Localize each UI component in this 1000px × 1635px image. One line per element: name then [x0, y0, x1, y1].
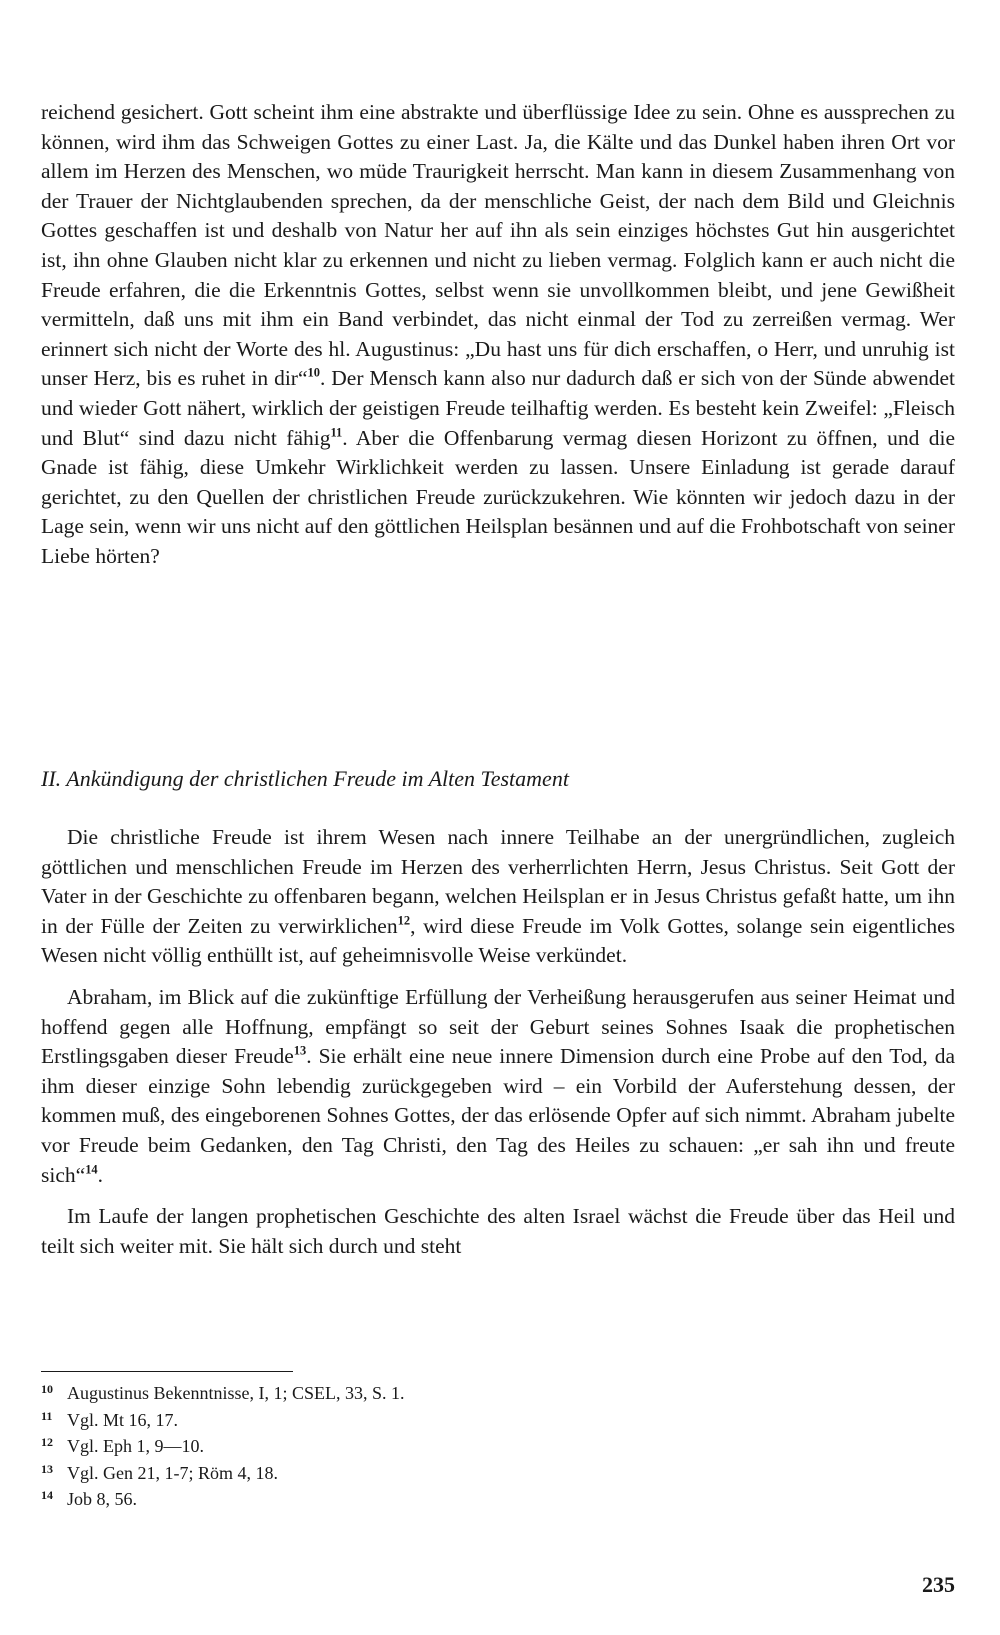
paragraph-text: Im Laufe der langen prophetischen Geschichte des alten Israel wächst die Freude über das Heil und teilt sich weiter mit. Sie hält sich durch und steht	[41, 1204, 955, 1258]
footnote	[41, 1461, 641, 1488]
footnote-reference: 10	[307, 365, 320, 380]
paragraph	[41, 1202, 955, 1261]
footnote	[41, 1487, 641, 1514]
paragraph	[41, 98, 955, 572]
footnote-reference: 12	[397, 913, 411, 928]
paragraph-text: Abraham, im Blick auf die zukünftige Erfüllung der Verheißung herausgerufen aus seiner Heimat und hoffend gegen alle Hoffnung, empfängt so seit der Geburt seines Sohnes Isaak die prophetischen Erstlingsgaben dieser Freude	[41, 984, 955, 1069]
paragraph-text: . Der Mensch kann also nur dadurch daß er sich von der Sünde abwendet und wieder Gott nähert, wirklich der geistigen Freude teilhaftig werden. Es besteht kein Zweifel: „Fleisch und Blut“ sind dazu nicht fähig	[41, 366, 955, 450]
paragraph-text: .	[97, 1162, 104, 1187]
section-heading: II. Ankündigung der christlichen Freude im Alten Testament	[41, 766, 569, 791]
footnote-reference: 11	[330, 424, 343, 439]
footnote	[41, 1434, 641, 1461]
paragraph-text: Die christliche Freude ist ihrem Wesen nach innere Teilhabe an der unergründlichen, zugleich göttlichen und menschlichen Freude im Herzen des verherrlichten Herrn, Jesus Christus. Seit Gott der Vater in der Geschichte zu offenbaren begann, welchen Heilsplan er in Jesus Christus gefaßt hatte, um ihn in der Fülle der Zeiten zu verwirklichen	[41, 825, 955, 938]
footnote-text: Augustinus Bekenntnisse, I, 1; CSEL, 33, S. 1.	[67, 1383, 405, 1403]
footnote-mark: 13	[41, 1461, 53, 1476]
footnote-reference: 13	[293, 1043, 307, 1058]
footnote-text: Vgl. Eph 1, 9—10.	[67, 1436, 204, 1456]
footnote-text: Job 8, 56.	[67, 1489, 138, 1509]
footnote-mark: 12	[41, 1435, 53, 1449]
body-text-continued	[41, 98, 955, 572]
footnote-text: Vgl. Mt 16, 17.	[67, 1409, 179, 1430]
footnote	[41, 1408, 641, 1435]
paragraph-text: , wird diese Freude im Volk Gottes, solange sein eigentliches Wesen nicht völlig enthüllt ist, auf geheimnisvolle Weise verkündet.	[41, 913, 955, 968]
paragraph-text: reichend gesichert. Gott scheint ihm eine abstrakte und überflüssige Idee zu sein. Ohne es aussprechen zu können, wird ihm das Schweigen Gottes zu einer Last. Ja, die Kälte und das Dunkel haben ihren Ort vor allem im Herzen des Menschen, wo müde Traurigkeit herrscht. Man kann in diesem Zusammenhang von der Trauer der Nichtglaubenden sprechen, da der menschliche Geist, der nach dem Bild und Gleichnis Gottes geschaffen ist und deshalb von Natur her auf ihn als sein einziges höchstes Gut hin ausgerichtet ist, ihn ohne Glauben nicht klar zu erkennen und nicht zu lieben vermag. Folglich kann er auch nicht die Freude erfahren, die die Erkenntnis Gottes, selbst wenn sie unvollkommen bleibt, und jene Gewißheit vermitteln, daß uns mit ihm ein Band verbindet, das nicht einmal der Tod zu zerreißen vermag. Wer erinnert sich nicht der Worte des hl. Augustinus: „Du hast uns für dich erschaffen, o Herr, und unruhig ist unser Herz, bis es ruhet in dir“	[41, 100, 955, 391]
footnote-mark: 10	[41, 1382, 53, 1396]
section-body	[41, 823, 955, 1273]
footnote-text: Vgl. Gen 21, 1-7; Röm 4, 18.	[67, 1462, 278, 1483]
footnote	[41, 1381, 641, 1408]
paragraph-text: . Sie erhält eine neue innere Dimension durch eine Probe auf den Tod, da ihm dieser einzige Sohn lebendig zurückgegeben wird – ein Vorbild der Auferstehung dessen, der kommen muß, des eingeborenen Sohnes Gottes, der das erlösende Opfer auf sich nimmt. Abraham jubelte vor Freude beim Gedanken, den Tag Christi, den Tag des Heiles zu schauen: „er sah ihn und freute sich“	[41, 1044, 955, 1187]
footnotes	[41, 1381, 641, 1514]
page-number: 235	[922, 1572, 955, 1597]
paragraph	[41, 823, 955, 971]
footnote-reference: 14	[85, 1161, 98, 1176]
footnote-mark: 11	[41, 1408, 53, 1423]
paragraph-text: . Aber die Offenbarung vermag diesen Horizont zu öffnen, und die Gnade ist fähig, diese Umkehr Wirklichkeit werden zu lassen. Unsere Einladung ist gerade darauf gerichtet, zu den Quellen der christlichen Freude zurückzukehren. Wie könnten wir jedoch dazu in der Lage sein, wenn wir uns nicht auf den göttlichen Heilsplan besännen und auf die Frohbotschaft von seiner Liebe hörten?	[41, 425, 955, 568]
paragraph	[41, 983, 955, 1190]
footnote-mark: 14	[41, 1488, 53, 1502]
footnote-divider	[41, 1371, 293, 1372]
